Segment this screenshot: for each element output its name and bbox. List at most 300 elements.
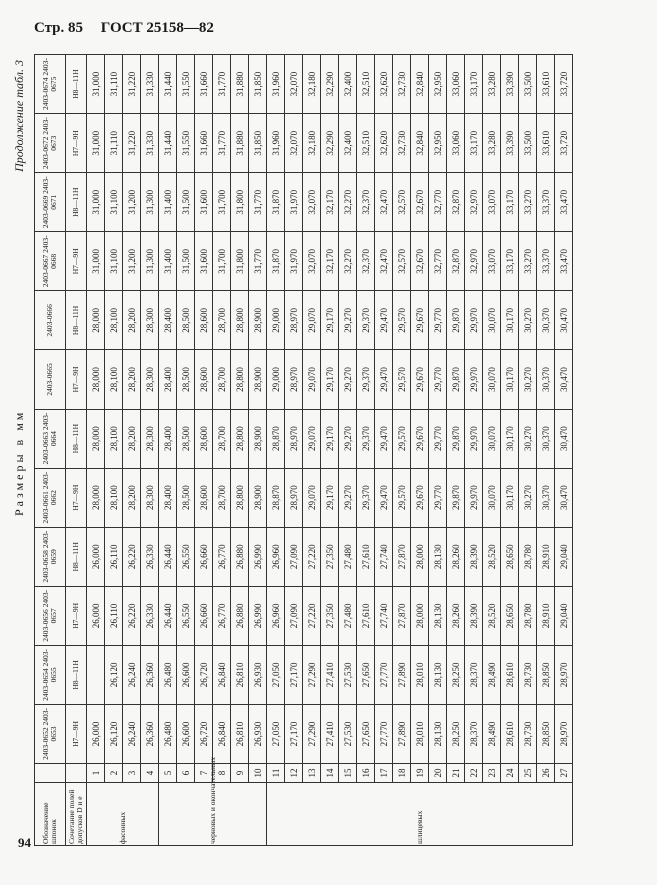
dimension-cell: 28,130 — [429, 586, 447, 645]
designation-cell: 2403-0672 2403-0673 — [35, 114, 66, 173]
dimension-cell: 33,500 — [519, 114, 537, 173]
dimension-cell: 27,770 — [375, 704, 393, 763]
dimension-cell: 32,270 — [339, 232, 357, 291]
dimension-cell: 28,610 — [501, 704, 519, 763]
dimension-cell: 29,370 — [357, 291, 375, 350]
dimension-cell: 31,400 — [159, 173, 177, 232]
dimension-cell: 29,270 — [339, 468, 357, 527]
fit-cell: H7—9H — [66, 350, 87, 409]
dimension-cell: 31,000 — [87, 55, 105, 114]
dimension-cell: 31,770 — [213, 55, 231, 114]
dimension-cell: 33,170 — [465, 55, 483, 114]
dimension-cell: 33,060 — [447, 114, 465, 173]
dimension-cell: 29,970 — [465, 350, 483, 409]
dimension-cell: 26,600 — [177, 645, 195, 704]
table-row — [447, 55, 465, 846]
dimension-cell: 26,990 — [249, 527, 267, 586]
fit-cell: H8—11H — [66, 527, 87, 586]
fit-cell: H8—11H — [66, 173, 87, 232]
dimension-cell: 30,270 — [519, 409, 537, 468]
dimension-cell: 30,070 — [483, 468, 501, 527]
dimension-cell: 27,870 — [393, 586, 411, 645]
dimension-cell: 26,840 — [213, 704, 231, 763]
dimension-cell: 28,730 — [519, 704, 537, 763]
dimension-cell: 27,090 — [285, 586, 303, 645]
dimension-cell: 32,180 — [303, 55, 321, 114]
dimension-cell: 27,740 — [375, 586, 393, 645]
dimension-cell: 28,600 — [195, 291, 213, 350]
dimension-cell: 27,090 — [285, 527, 303, 586]
dimension-cell: 28,400 — [159, 291, 177, 350]
dimension-cell: 32,070 — [285, 55, 303, 114]
dimension-cell: 28,850 — [537, 645, 555, 704]
dimension-cell: 29,270 — [339, 409, 357, 468]
tooth-number: 24 — [501, 764, 519, 783]
dimension-cell: 32,070 — [303, 232, 321, 291]
dimension-cell: 30,370 — [537, 291, 555, 350]
dimension-cell: 28,130 — [429, 527, 447, 586]
dimension-cell: 33,280 — [483, 114, 501, 173]
dimension-cell: 33,470 — [555, 232, 573, 291]
table-row — [483, 55, 501, 846]
dimension-cell: 33,280 — [483, 55, 501, 114]
dimension-cell: 28,500 — [177, 291, 195, 350]
dimension-cell: 26,840 — [213, 645, 231, 704]
table-row — [231, 55, 249, 846]
table-body — [87, 55, 573, 846]
dimension-cell: 29,170 — [321, 350, 339, 409]
dimension-cell: 27,480 — [339, 527, 357, 586]
tooth-number: 25 — [519, 764, 537, 783]
dimension-cell: 32,950 — [429, 114, 447, 173]
dimension-cell: 28,010 — [411, 704, 429, 763]
designation-cell: 2403-0667 2403-0668 — [35, 232, 66, 291]
dimension-cell: 29,370 — [357, 468, 375, 527]
dimension-cell: 29,000 — [267, 291, 285, 350]
group-label: фасонных — [87, 783, 159, 846]
dimension-cell: 26,550 — [177, 586, 195, 645]
designation-cell: 2403-0658 2403-0659 — [35, 527, 66, 586]
dimension-cell: 27,650 — [357, 645, 375, 704]
dimension-cell: 32,510 — [357, 55, 375, 114]
group-label: черновых и окончательных — [159, 783, 267, 846]
dimension-cell: 27,220 — [303, 527, 321, 586]
dimension-cell: 32,730 — [393, 114, 411, 173]
table-row — [411, 55, 429, 846]
dimension-cell: 28,250 — [447, 704, 465, 763]
dimension-cell: 28,100 — [105, 409, 123, 468]
table-row — [195, 55, 213, 846]
fit-row — [66, 55, 87, 846]
dimension-cell: 33,390 — [501, 114, 519, 173]
dimension-cell: 33,070 — [483, 173, 501, 232]
dimension-cell: 28,700 — [213, 291, 231, 350]
dimension-cell: 27,290 — [303, 645, 321, 704]
designation-cell: 2403-0654 2403-0655 — [35, 645, 66, 704]
dimension-cell: 33,070 — [483, 232, 501, 291]
dimension-cell: 32,970 — [465, 232, 483, 291]
dimension-cell: 32,840 — [411, 114, 429, 173]
dimension-cell: 33,720 — [555, 114, 573, 173]
dimension-cell: 27,410 — [321, 645, 339, 704]
table-row — [87, 55, 105, 846]
blank-header — [35, 764, 66, 783]
table-row — [159, 55, 177, 846]
dimension-cell: 28,400 — [159, 409, 177, 468]
dimension-cell: 28,870 — [267, 468, 285, 527]
dimension-cell: 30,070 — [483, 291, 501, 350]
tooth-number: 23 — [483, 764, 501, 783]
designation-cell: 2403-0665 — [35, 350, 66, 409]
dimension-cell: 31,440 — [159, 55, 177, 114]
dimension-cell: 32,470 — [375, 173, 393, 232]
dimension-cell: 33,270 — [519, 232, 537, 291]
dimension-cell: 31,800 — [231, 232, 249, 291]
dimension-cell: 31,850 — [249, 114, 267, 173]
tooth-number: 8 — [213, 764, 231, 783]
dimensions-table — [34, 54, 573, 846]
dimension-cell: 27,170 — [285, 704, 303, 763]
dimension-cell: 33,610 — [537, 55, 555, 114]
designation-cell: 2403-0669 2403-0671 — [35, 173, 66, 232]
dimension-cell: 29,570 — [393, 468, 411, 527]
dimension-cell: 28,000 — [87, 291, 105, 350]
dimension-cell: 31,880 — [231, 55, 249, 114]
dimension-cell: 29,040 — [555, 586, 573, 645]
dimension-cell: 33,370 — [537, 173, 555, 232]
fit-cell: H7—9H — [66, 586, 87, 645]
page-header — [34, 20, 228, 37]
dimension-cell: 28,500 — [177, 409, 195, 468]
dimension-cell: 28,780 — [519, 586, 537, 645]
dimension-cell: 32,290 — [321, 55, 339, 114]
dimension-cell: 28,900 — [249, 291, 267, 350]
rotated-content — [12, 54, 634, 846]
dimension-cell: 31,200 — [123, 232, 141, 291]
table-row — [429, 55, 447, 846]
tooth-number: 14 — [321, 764, 339, 783]
dimension-cell: 28,000 — [87, 350, 105, 409]
dimension-cell: 32,400 — [339, 114, 357, 173]
dimension-cell: 29,570 — [393, 291, 411, 350]
dimension-cell: 30,270 — [519, 291, 537, 350]
dimension-cell: 32,840 — [411, 55, 429, 114]
fit-cell: H8—11H — [66, 645, 87, 704]
dimension-cell: 26,770 — [213, 527, 231, 586]
dimension-cell: 31,000 — [87, 232, 105, 291]
dimension-cell: 27,530 — [339, 645, 357, 704]
dimension-cell: 29,870 — [447, 291, 465, 350]
dimension-cell: 28,500 — [177, 350, 195, 409]
dimension-cell: 31,330 — [141, 114, 159, 173]
dimension-cell: 29,170 — [321, 291, 339, 350]
dimension-cell: 31,400 — [159, 232, 177, 291]
rotated-table-area — [12, 54, 634, 846]
dimension-cell: 29,040 — [555, 527, 573, 586]
dimension-cell: 28,600 — [195, 409, 213, 468]
dimension-cell: 26,930 — [249, 704, 267, 763]
dimension-cell: 32,180 — [303, 114, 321, 173]
dimension-cell: 32,170 — [321, 173, 339, 232]
dimension-cell: 31,770 — [213, 114, 231, 173]
dimension-cell: 27,290 — [303, 704, 321, 763]
dimension-cell: 31,660 — [195, 114, 213, 173]
dimension-cell: 26,480 — [159, 645, 177, 704]
dimension-cell: 26,000 — [87, 586, 105, 645]
dimension-cell: 31,870 — [267, 232, 285, 291]
dimension-cell: 29,270 — [339, 291, 357, 350]
dimension-cell: 32,570 — [393, 173, 411, 232]
dimension-cell: 29,770 — [429, 350, 447, 409]
dimension-cell: 29,000 — [267, 350, 285, 409]
dimension-cell: 27,890 — [393, 645, 411, 704]
tooth-number: 11 — [267, 764, 285, 783]
dimension-cell: 28,390 — [465, 586, 483, 645]
dimension-cell: 27,610 — [357, 527, 375, 586]
dimension-cell: 32,770 — [429, 232, 447, 291]
table-row — [303, 55, 321, 846]
dimension-cell: 31,600 — [195, 232, 213, 291]
tooth-number: 3 — [123, 764, 141, 783]
dimension-cell: 28,970 — [285, 409, 303, 468]
dimension-cell: 27,610 — [357, 586, 375, 645]
dimension-cell: 28,520 — [483, 527, 501, 586]
fit-cell: H7—9H — [66, 232, 87, 291]
dimension-cell: 31,660 — [195, 55, 213, 114]
dimension-cell: 28,650 — [501, 527, 519, 586]
dimension-cell: 27,480 — [339, 586, 357, 645]
dimension-cell: 32,870 — [447, 173, 465, 232]
dimension-cell: 26,960 — [267, 527, 285, 586]
dimension-cell: 28,600 — [195, 350, 213, 409]
tooth-number: 17 — [375, 764, 393, 783]
dimension-cell: 28,780 — [519, 527, 537, 586]
dimension-cell: 32,670 — [411, 173, 429, 232]
dimension-cell: 28,910 — [537, 527, 555, 586]
dimension-cell: 31,550 — [177, 114, 195, 173]
table-row — [321, 55, 339, 846]
dimension-cell: 31,880 — [231, 114, 249, 173]
dimension-cell: 30,170 — [501, 409, 519, 468]
dimension-cell: 31,220 — [123, 114, 141, 173]
dimension-cell: 28,100 — [105, 468, 123, 527]
dimension-cell: 26,240 — [123, 645, 141, 704]
table-caption: Продолжение табл. 3 — [12, 60, 26, 172]
tooth-number: 13 — [303, 764, 321, 783]
dimension-cell: 27,050 — [267, 645, 285, 704]
dimension-cell: 28,970 — [555, 645, 573, 704]
table-row — [339, 55, 357, 846]
fit-cell: H7—9H — [66, 704, 87, 763]
dimension-cell: 28,610 — [501, 645, 519, 704]
dimension-cell: 26,810 — [231, 645, 249, 704]
designation-cell: 2403-0656 2403-0657 — [35, 586, 66, 645]
dimension-cell: 27,410 — [321, 704, 339, 763]
dimension-cell: 32,470 — [375, 232, 393, 291]
dimension-cell: 30,470 — [555, 409, 573, 468]
dimension-cell: 28,000 — [87, 409, 105, 468]
dimension-cell: 32,070 — [303, 173, 321, 232]
dimension-cell: 32,370 — [357, 232, 375, 291]
dimension-cell: 27,050 — [267, 704, 285, 763]
tooth-number: 22 — [465, 764, 483, 783]
dimension-cell: 28,260 — [447, 527, 465, 586]
dimension-cell: 28,700 — [213, 409, 231, 468]
dimension-cell: 26,660 — [195, 527, 213, 586]
dimension-cell: 27,890 — [393, 704, 411, 763]
dimension-cell: 26,600 — [177, 704, 195, 763]
dimension-cell: 32,620 — [375, 55, 393, 114]
table-row — [555, 55, 573, 846]
dimension-cell: 28,900 — [249, 468, 267, 527]
dimension-cell: 29,770 — [429, 468, 447, 527]
dimension-cell: 31,330 — [141, 55, 159, 114]
dimension-cell: 26,000 — [87, 704, 105, 763]
group-label: шлицевых — [267, 783, 573, 846]
dimension-cell: 33,170 — [501, 232, 519, 291]
dimension-cell: 32,170 — [321, 232, 339, 291]
dimension-cell: 29,970 — [465, 468, 483, 527]
dimension-cell: 29,770 — [429, 291, 447, 350]
sizes-label: Размеры в мм — [12, 409, 26, 516]
dimension-cell: 30,270 — [519, 468, 537, 527]
dimension-cell: 31,110 — [105, 55, 123, 114]
dimension-cell: 31,700 — [213, 232, 231, 291]
dimension-cell: 28,400 — [159, 350, 177, 409]
dimension-cell: 29,470 — [375, 291, 393, 350]
dimension-cell: 31,970 — [285, 232, 303, 291]
dimension-cell: 28,800 — [231, 468, 249, 527]
dimension-cell: 29,470 — [375, 468, 393, 527]
dimension-cell: 26,480 — [159, 704, 177, 763]
dimension-cell: 28,500 — [177, 468, 195, 527]
table-row — [267, 55, 285, 846]
dimension-cell: 28,490 — [483, 704, 501, 763]
table-row — [393, 55, 411, 846]
dimension-cell: 33,170 — [465, 114, 483, 173]
dimension-cell: 33,610 — [537, 114, 555, 173]
table-row — [465, 55, 483, 846]
dimension-cell: 26,930 — [249, 645, 267, 704]
designation-row — [35, 55, 66, 846]
table-row — [375, 55, 393, 846]
dimension-cell: 32,510 — [357, 114, 375, 173]
dimension-cell: 31,800 — [231, 173, 249, 232]
dimension-cell: 28,000 — [411, 586, 429, 645]
designation-cell: 2403-0666 — [35, 291, 66, 350]
fit-header: Сочетание полей допусков D и e — [66, 783, 87, 846]
dimension-cell: 28,970 — [285, 468, 303, 527]
dimension-cell: 29,870 — [447, 409, 465, 468]
table-row — [285, 55, 303, 846]
dimension-cell: 31,000 — [87, 173, 105, 232]
designation-cell: 2403-0674 2403-0675 — [35, 55, 66, 114]
dimension-cell: 29,570 — [393, 409, 411, 468]
dimension-cell: 28,870 — [267, 409, 285, 468]
dimension-cell: 28,900 — [249, 409, 267, 468]
tooth-number: 2 — [105, 764, 123, 783]
dimension-cell: 26,110 — [105, 527, 123, 586]
dimension-cell: 28,100 — [105, 291, 123, 350]
dimension-cell: 28,000 — [87, 468, 105, 527]
dimension-cell: 31,100 — [105, 173, 123, 232]
dimension-cell: 28,970 — [555, 704, 573, 763]
dimension-cell: 27,770 — [375, 645, 393, 704]
dimension-cell: 26,330 — [141, 527, 159, 586]
dimension-cell: 31,960 — [267, 114, 285, 173]
table-row — [213, 55, 231, 846]
dimension-cell: 26,880 — [231, 527, 249, 586]
dimension-cell: 26,880 — [231, 586, 249, 645]
dimension-cell: 30,270 — [519, 350, 537, 409]
dimension-cell — [87, 645, 105, 704]
dimension-cell: 32,570 — [393, 232, 411, 291]
dimension-cell: 26,120 — [105, 645, 123, 704]
dimension-cell: 28,200 — [123, 409, 141, 468]
dimension-cell: 28,970 — [285, 291, 303, 350]
table-row — [123, 55, 141, 846]
dimension-cell: 32,730 — [393, 55, 411, 114]
dimension-cell: 26,220 — [123, 527, 141, 586]
dimension-cell: 28,300 — [141, 409, 159, 468]
dimension-cell: 26,440 — [159, 586, 177, 645]
dimension-cell: 29,070 — [303, 291, 321, 350]
dimension-cell: 28,300 — [141, 291, 159, 350]
dimension-cell: 33,270 — [519, 173, 537, 232]
dimension-cell: 32,950 — [429, 55, 447, 114]
dimension-cell: 28,250 — [447, 645, 465, 704]
dimension-cell: 32,970 — [465, 173, 483, 232]
dimension-cell: 31,000 — [87, 114, 105, 173]
dimension-cell: 26,330 — [141, 586, 159, 645]
table-row — [537, 55, 555, 846]
dimension-cell: 31,700 — [213, 173, 231, 232]
dimension-cell: 29,370 — [357, 409, 375, 468]
tooth-number: 15 — [339, 764, 357, 783]
dimension-cell: 30,170 — [501, 350, 519, 409]
dimension-cell: 28,700 — [213, 350, 231, 409]
dimension-cell: 29,070 — [303, 409, 321, 468]
dimension-cell: 30,070 — [483, 409, 501, 468]
tooth-number: 6 — [177, 764, 195, 783]
dimension-cell: 31,550 — [177, 55, 195, 114]
tooth-number: 26 — [537, 764, 555, 783]
dimension-cell: 27,350 — [321, 586, 339, 645]
dimension-cell: 28,800 — [231, 409, 249, 468]
dimension-cell: 26,770 — [213, 586, 231, 645]
dimension-cell: 29,270 — [339, 350, 357, 409]
dimension-cell: 28,200 — [123, 468, 141, 527]
dimension-cell: 32,290 — [321, 114, 339, 173]
dimension-cell: 29,670 — [411, 350, 429, 409]
dimension-cell: 28,130 — [429, 645, 447, 704]
dimension-cell: 27,740 — [375, 527, 393, 586]
dimension-cell: 26,220 — [123, 586, 141, 645]
dimension-cell: 31,200 — [123, 173, 141, 232]
dimension-cell: 30,070 — [483, 350, 501, 409]
dimension-cell: 28,000 — [411, 527, 429, 586]
dimension-cell: 29,070 — [303, 350, 321, 409]
dimension-cell: 31,870 — [267, 173, 285, 232]
dimension-cell: 29,670 — [411, 468, 429, 527]
table-row — [501, 55, 519, 846]
dimension-cell: 29,970 — [465, 291, 483, 350]
table-row — [357, 55, 375, 846]
dimension-cell: 29,570 — [393, 350, 411, 409]
dimension-cell: 27,530 — [339, 704, 357, 763]
dimension-cell: 31,440 — [159, 114, 177, 173]
dimension-cell: 27,220 — [303, 586, 321, 645]
